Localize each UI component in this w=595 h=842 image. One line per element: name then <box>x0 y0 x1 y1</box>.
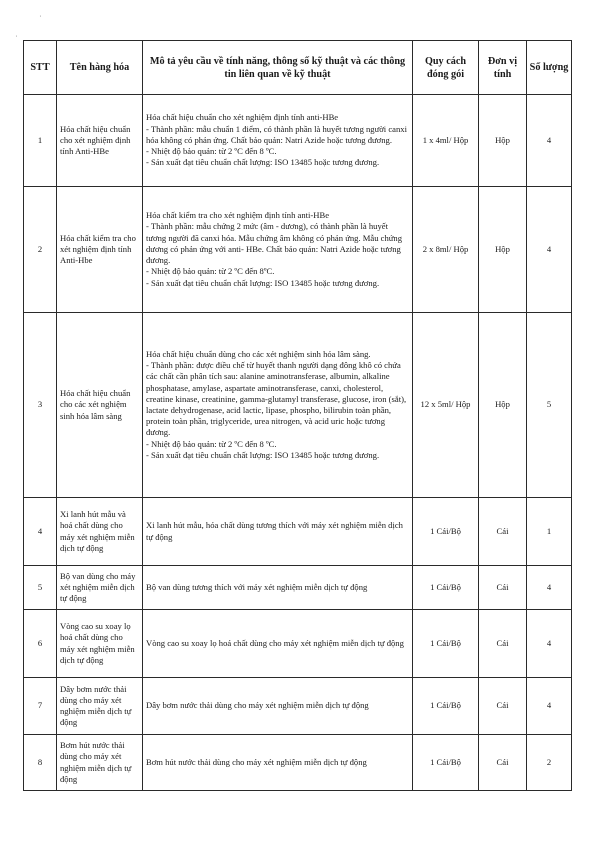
row-packaging: 1 Cái/Bộ <box>413 610 479 678</box>
header-description: Mô tả yêu cầu về tính năng, thông số kỹ thuật và các thông tin liên quan về kỹ thuật <box>143 41 413 95</box>
row-unit: Cái <box>479 566 527 610</box>
description-line: - Nhiệt độ bảo quản: từ 2 ºC đến 8ºC. <box>146 266 275 277</box>
row-unit: Cái <box>479 735 527 791</box>
header-packaging: Quy cách đóng gói <box>413 41 479 95</box>
description-line: - Sản xuất đạt tiêu chuẩn chất lượng: ISO 13485 hoặc tương đương. <box>146 449 380 460</box>
row-packaging: 1 x 4ml/ Hộp <box>413 95 479 187</box>
header-unit: Đơn vị tính <box>479 41 527 95</box>
table-row <box>24 313 572 498</box>
description-line: - Nhiệt độ bảo quản: từ 2 ºC đến 8 ºC. <box>146 438 277 449</box>
description-line: Hóa chất kiểm tra cho xét nghiệm định tính anti-HBe <box>146 210 330 221</box>
description-line: Hóa chất hiệu chuẩn dùng cho các xét nghiệm sinh hóa lâm sàng. <box>146 348 371 359</box>
description-line: - Thành phần: mẫu chứng 2 mức (âm - dương), có thành phần là huyết tương người đã canxi hóa. Mẫu chứng âm không có phản ứng. Mẫu chứng dương có phản ứng với anti- HBe. Chất bảo quản: Natri Azide hoặc tương đương. <box>146 221 403 266</box>
row-description <box>143 678 413 735</box>
row-description <box>143 610 413 678</box>
row-packaging: 1 Cái/Bộ <box>413 498 479 566</box>
table-row <box>24 566 572 610</box>
description-line: - Sản xuất đạt tiêu chuẩn chất lượng: ISO 13485 hoặc tương đương. <box>146 157 380 168</box>
specification-table <box>23 40 572 791</box>
description-line: - Nhiệt độ bảo quản: từ 2 ºC đến 8 ºC. <box>146 146 277 157</box>
row-unit: Hộp <box>479 95 527 187</box>
row-stt: 4 <box>24 498 57 566</box>
row-quantity: 1 <box>527 498 572 566</box>
row-unit: Hộp <box>479 187 527 313</box>
description-line: - Thành phần: mẫu chuẩn 1 điểm, có thành phần là huyết tương người canxi hóa không có phản ứng. Chất bảo quản: Natri Azide hoặc tương đương. <box>146 123 407 145</box>
table-row <box>24 610 572 678</box>
table-row <box>24 678 572 735</box>
row-unit: Cái <box>479 610 527 678</box>
row-quantity: 4 <box>527 187 572 313</box>
description-line: Vòng cao su xoay lọ hoá chất dùng cho máy xét nghiệm miễn dịch tự động <box>146 637 404 648</box>
header-name: Tên hàng hóa <box>57 41 143 95</box>
table-row <box>24 187 572 313</box>
row-unit: Cái <box>479 678 527 735</box>
table-row <box>24 498 572 566</box>
row-packaging: 12 x 5ml/ Hộp <box>413 313 479 498</box>
row-item-name: Bộ van dùng cho máy xét nghiệm miễn dịch tự động <box>57 566 143 610</box>
header-stt: STT <box>24 41 57 95</box>
row-description <box>143 566 413 610</box>
description-line: Bơm hút nước thải dùng cho máy xét nghiệm miễn dịch tự động <box>146 756 367 767</box>
row-stt: 1 <box>24 95 57 187</box>
row-description <box>143 735 413 791</box>
row-item-name: Hóa chất hiệu chuẩn cho xét nghiệm định tính Anti-HBe <box>57 95 143 187</box>
description-line: - Sản xuất đạt tiêu chuẩn chất lượng: ISO 13485 hoặc tương đương. <box>146 277 380 288</box>
row-quantity: 2 <box>527 735 572 791</box>
row-packaging: 1 Cái/Bộ <box>413 566 479 610</box>
table-row <box>24 95 572 187</box>
scan-mark-top: ˙ <box>39 14 42 23</box>
row-unit: Hộp <box>479 313 527 498</box>
row-stt: 2 <box>24 187 57 313</box>
description-line: Dây bơm nước thải dùng cho máy xét nghiệm miễn dịch tự động <box>146 700 369 711</box>
row-quantity: 4 <box>527 95 572 187</box>
row-quantity: 5 <box>527 313 572 498</box>
row-stt: 7 <box>24 678 57 735</box>
row-description <box>143 95 413 187</box>
scan-mark-left: ˙ <box>15 34 18 43</box>
row-quantity: 4 <box>527 566 572 610</box>
row-packaging: 2 x 8ml/ Hộp <box>413 187 479 313</box>
description-line: - Thành phần: được điều chế từ huyết thanh người dạng đông khô có chứa các chất cần phân tích sau: alanine aminotransferase, albumin, alkaline phosphatase, amylase, aspartate aminotransferase, canxi, cholesterol, creatine kinase, creatinine, gamma-glutamyl transferase, glucose, iron (sắt), lactate dehydrogenase, acid lactic, lipase, phospho, bilirubin toàn phần, protein toàn phần, triglyceride, urea nitrogen, và acid uric hoặc tương đương. <box>146 360 407 438</box>
row-quantity: 4 <box>527 610 572 678</box>
row-item-name: Hóa chất hiệu chuẩn cho các xét nghiệm sinh hóa lâm sàng <box>57 313 143 498</box>
row-unit: Cái <box>479 498 527 566</box>
row-description <box>143 498 413 566</box>
row-stt: 6 <box>24 610 57 678</box>
row-stt: 3 <box>24 313 57 498</box>
row-stt: 5 <box>24 566 57 610</box>
row-description <box>143 313 413 498</box>
description-line: Bộ van dùng tương thích với máy xét nghiệm miễn dịch tự động <box>146 581 368 592</box>
row-packaging: 1 Cái/Bộ <box>413 735 479 791</box>
description-line: Xi lanh hút mẫu, hóa chất dùng tương thích với máy xét nghiệm miễn dịch tự động <box>146 520 403 542</box>
row-item-name: Vòng cao su xoay lọ hoá chất dùng cho máy xét nghiệm miễn dịch tự động <box>57 610 143 678</box>
row-item-name: Hóa chất kiểm tra cho xét nghiệm định tính Anti-Hbe <box>57 187 143 313</box>
table-row <box>24 735 572 791</box>
row-quantity: 4 <box>527 678 572 735</box>
header-quantity: Số lượng <box>527 41 572 95</box>
row-item-name: Bơm hút nước thải dùng cho máy xét nghiệm miễn dịch tự động <box>57 735 143 791</box>
row-item-name: Dây bơm nước thải dùng cho máy xét nghiệm miễn dịch tự động <box>57 678 143 735</box>
row-item-name: Xi lanh hút mẫu và hoá chất dùng cho máy xét nghiệm miễn dịch tự động <box>57 498 143 566</box>
table-header-row <box>24 41 572 95</box>
row-description <box>143 187 413 313</box>
row-stt: 8 <box>24 735 57 791</box>
row-packaging: 1 Cái/Bộ <box>413 678 479 735</box>
description-line: Hóa chất hiệu chuẩn cho xét nghiệm định tính anti-HBe <box>146 112 339 123</box>
